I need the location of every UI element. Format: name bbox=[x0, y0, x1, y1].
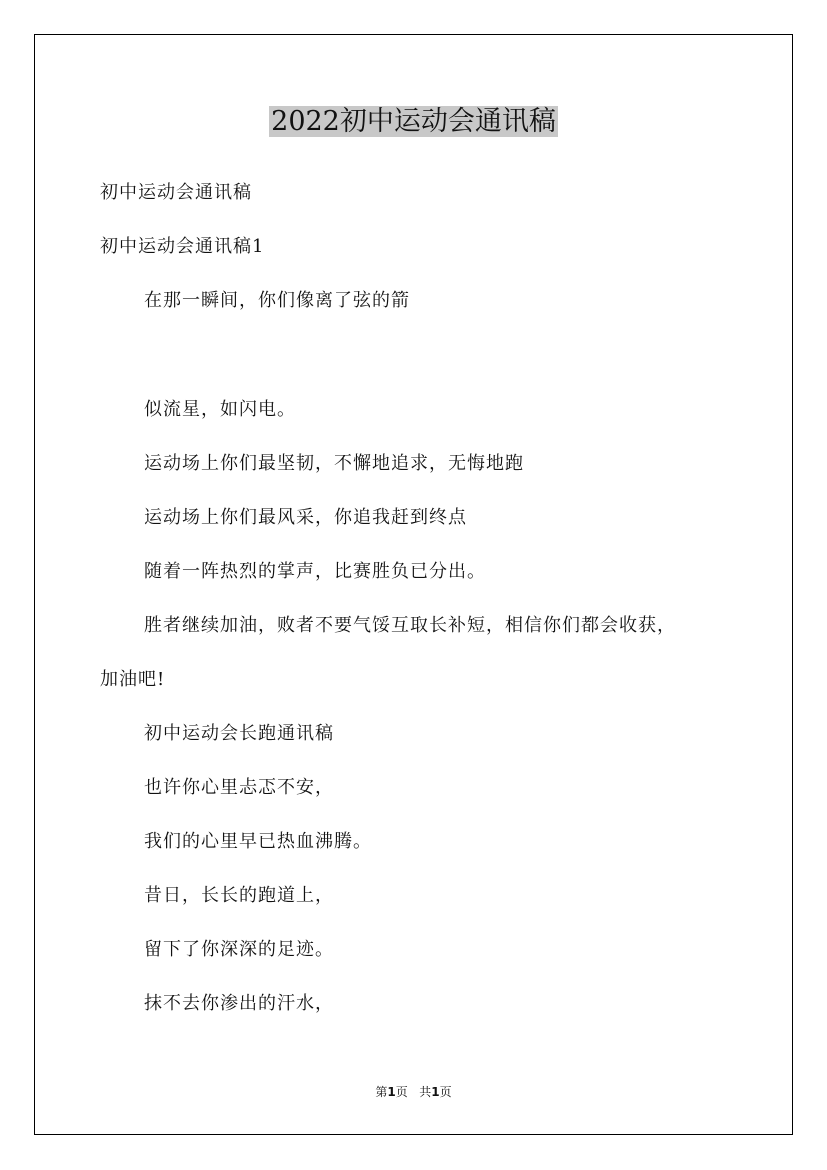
document-title-text: 2022初中运动会通讯稿 bbox=[271, 106, 556, 137]
body-line: 随着一阵热烈的掌声，比赛胜负已分出。 bbox=[144, 561, 486, 582]
footer-page-number: 1 bbox=[387, 1085, 396, 1099]
body-line: 初中运动会通讯稿 bbox=[100, 182, 252, 203]
page-footer bbox=[0, 1084, 827, 1100]
body-line: 抹不去你渗出的汗水， bbox=[144, 993, 334, 1014]
footer-page-suffix: 页 bbox=[395, 1085, 408, 1099]
body-line: 在那一瞬间，你们像离了弦的箭 bbox=[144, 290, 410, 311]
body-line: 留下了你深深的足迹。 bbox=[144, 939, 334, 960]
footer-page-prefix: 第 bbox=[375, 1085, 388, 1099]
body-line: 胜者继续加油，败者不要气馁互取长补短，相信你们都会收获， bbox=[144, 615, 676, 636]
body-line: 初中运动会长跑通讯稿 bbox=[144, 723, 334, 744]
footer-total-suffix: 页 bbox=[439, 1085, 452, 1099]
footer-total-number: 1 bbox=[431, 1085, 440, 1099]
body-line: 初中运动会通讯稿1 bbox=[100, 236, 265, 257]
body-line: 似流星，如闪电。 bbox=[144, 399, 296, 420]
body-line: 昔日，长长的跑道上， bbox=[144, 885, 334, 906]
body-line: 运动场上你们最风采，你追我赶到终点 bbox=[144, 507, 467, 528]
body-line: 也许你心里忐忑不安， bbox=[144, 777, 334, 798]
body-line: 我们的心里早已热血沸腾。 bbox=[144, 831, 372, 852]
footer-total-prefix: 共 bbox=[419, 1085, 432, 1099]
document-title bbox=[0, 104, 827, 140]
body-line: 运动场上你们最坚韧，不懈地追求，无悔地跑 bbox=[144, 453, 524, 474]
body-line: 加油吧! bbox=[100, 669, 166, 690]
